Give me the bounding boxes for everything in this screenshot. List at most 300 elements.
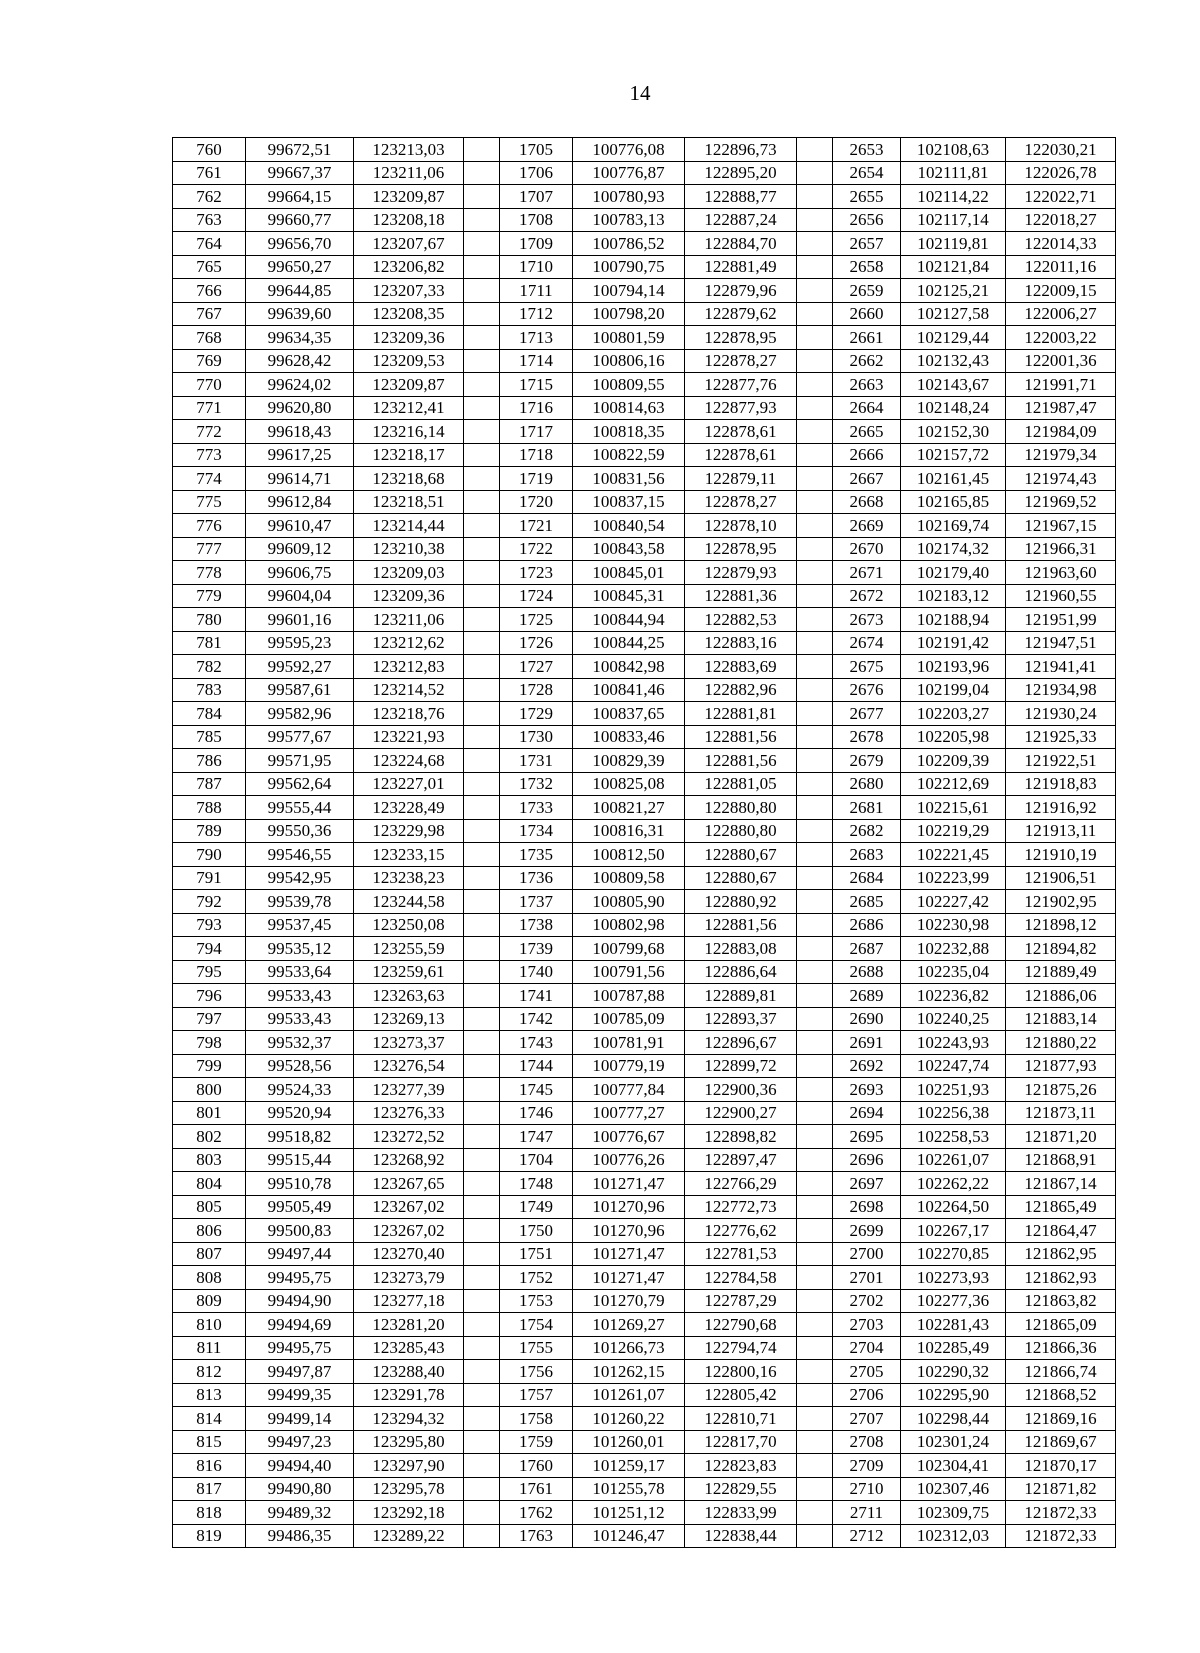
- y-coordinate-cell: 122829,55: [685, 1477, 797, 1501]
- y-coordinate-cell: 121941,41: [1006, 655, 1116, 679]
- column-spacer: [464, 960, 500, 984]
- y-coordinate-cell: 123229,98: [354, 819, 464, 843]
- point-number-cell: 815: [173, 1430, 246, 1454]
- point-number-cell: 1732: [500, 772, 573, 796]
- y-coordinate-cell: 122881,56: [685, 725, 797, 749]
- point-number-cell: 2696: [833, 1148, 901, 1172]
- column-spacer: [464, 185, 500, 209]
- coordinate-table-body: [173, 138, 1116, 1548]
- y-coordinate-cell: 121877,93: [1006, 1054, 1116, 1078]
- column-spacer: [797, 1289, 833, 1313]
- x-coordinate-cell: 99528,56: [246, 1054, 354, 1078]
- point-number-cell: 813: [173, 1383, 246, 1407]
- y-coordinate-cell: 121969,52: [1006, 490, 1116, 514]
- y-coordinate-cell: 122877,76: [685, 373, 797, 397]
- point-number-cell: 1744: [500, 1054, 573, 1078]
- x-coordinate-cell: 99494,90: [246, 1289, 354, 1313]
- table-row: [173, 1078, 1116, 1102]
- x-coordinate-cell: 102236,82: [901, 984, 1006, 1008]
- y-coordinate-cell: 123218,17: [354, 443, 464, 467]
- point-number-cell: 2679: [833, 749, 901, 773]
- point-number-cell: 2674: [833, 631, 901, 655]
- point-number-cell: 1714: [500, 349, 573, 373]
- y-coordinate-cell: 122014,33: [1006, 232, 1116, 256]
- y-coordinate-cell: 123207,33: [354, 279, 464, 303]
- table-row: [173, 467, 1116, 491]
- x-coordinate-cell: 99587,61: [246, 678, 354, 702]
- point-number-cell: 2686: [833, 913, 901, 937]
- point-number-cell: 2673: [833, 608, 901, 632]
- x-coordinate-cell: 102312,03: [901, 1524, 1006, 1548]
- table-row: [173, 1007, 1116, 1031]
- x-coordinate-cell: 100801,59: [573, 326, 685, 350]
- column-spacer: [464, 608, 500, 632]
- point-number-cell: 1754: [500, 1313, 573, 1337]
- y-coordinate-cell: 123207,67: [354, 232, 464, 256]
- x-coordinate-cell: 100777,27: [573, 1101, 685, 1125]
- column-spacer: [797, 984, 833, 1008]
- point-number-cell: 2704: [833, 1336, 901, 1360]
- point-number-cell: 762: [173, 185, 246, 209]
- point-number-cell: 804: [173, 1172, 246, 1196]
- y-coordinate-cell: 121872,33: [1006, 1501, 1116, 1525]
- point-number-cell: 778: [173, 561, 246, 585]
- point-number-cell: 1763: [500, 1524, 573, 1548]
- y-coordinate-cell: 122881,49: [685, 255, 797, 279]
- point-number-cell: 782: [173, 655, 246, 679]
- point-number-cell: 1743: [500, 1031, 573, 1055]
- y-coordinate-cell: 123292,18: [354, 1501, 464, 1525]
- column-spacer: [797, 373, 833, 397]
- y-coordinate-cell: 122895,20: [685, 161, 797, 185]
- table-row: [173, 631, 1116, 655]
- point-number-cell: 2678: [833, 725, 901, 749]
- table-row: [173, 255, 1116, 279]
- y-coordinate-cell: 123209,87: [354, 373, 464, 397]
- point-number-cell: 2710: [833, 1477, 901, 1501]
- point-number-cell: 2706: [833, 1383, 901, 1407]
- column-spacer: [797, 890, 833, 914]
- x-coordinate-cell: 102165,85: [901, 490, 1006, 514]
- y-coordinate-cell: 123277,39: [354, 1078, 464, 1102]
- x-coordinate-cell: 102262,22: [901, 1172, 1006, 1196]
- point-number-cell: 2670: [833, 537, 901, 561]
- point-number-cell: 775: [173, 490, 246, 514]
- page-number: 14: [629, 81, 651, 105]
- point-number-cell: 760: [173, 138, 246, 162]
- x-coordinate-cell: 102188,94: [901, 608, 1006, 632]
- coordinate-table: [172, 137, 1116, 1548]
- table-row: [173, 349, 1116, 373]
- point-number-cell: 2660: [833, 302, 901, 326]
- x-coordinate-cell: 102157,72: [901, 443, 1006, 467]
- column-spacer: [797, 725, 833, 749]
- point-number-cell: 1746: [500, 1101, 573, 1125]
- x-coordinate-cell: 102304,41: [901, 1454, 1006, 1478]
- point-number-cell: 798: [173, 1031, 246, 1055]
- x-coordinate-cell: 99486,35: [246, 1524, 354, 1548]
- column-spacer: [464, 396, 500, 420]
- y-coordinate-cell: 123209,36: [354, 584, 464, 608]
- y-coordinate-cell: 123294,32: [354, 1407, 464, 1431]
- x-coordinate-cell: 99520,94: [246, 1101, 354, 1125]
- y-coordinate-cell: 123214,52: [354, 678, 464, 702]
- x-coordinate-cell: 102183,12: [901, 584, 1006, 608]
- column-spacer: [797, 843, 833, 867]
- column-spacer: [464, 349, 500, 373]
- point-number-cell: 1730: [500, 725, 573, 749]
- y-coordinate-cell: 122889,81: [685, 984, 797, 1008]
- x-coordinate-cell: 99582,96: [246, 702, 354, 726]
- table-row: [173, 1336, 1116, 1360]
- x-coordinate-cell: 100845,01: [573, 561, 685, 585]
- column-spacer: [464, 490, 500, 514]
- y-coordinate-cell: 122879,62: [685, 302, 797, 326]
- x-coordinate-cell: 99595,23: [246, 631, 354, 655]
- x-coordinate-cell: 102277,36: [901, 1289, 1006, 1313]
- y-coordinate-cell: 121913,11: [1006, 819, 1116, 843]
- x-coordinate-cell: 100783,13: [573, 208, 685, 232]
- y-coordinate-cell: 122882,53: [685, 608, 797, 632]
- table-row: [173, 702, 1116, 726]
- x-coordinate-cell: 100809,55: [573, 373, 685, 397]
- column-spacer: [464, 1289, 500, 1313]
- y-coordinate-cell: 123213,03: [354, 138, 464, 162]
- x-coordinate-cell: 99497,87: [246, 1360, 354, 1384]
- column-spacer: [464, 702, 500, 726]
- point-number-cell: 1756: [500, 1360, 573, 1384]
- column-spacer: [464, 302, 500, 326]
- column-spacer: [464, 1195, 500, 1219]
- table-row: [173, 1195, 1116, 1219]
- x-coordinate-cell: 100812,50: [573, 843, 685, 867]
- column-spacer: [464, 1501, 500, 1525]
- column-spacer: [464, 1125, 500, 1149]
- y-coordinate-cell: 123209,87: [354, 185, 464, 209]
- x-coordinate-cell: 100843,58: [573, 537, 685, 561]
- point-number-cell: 776: [173, 514, 246, 538]
- table-row: [173, 561, 1116, 585]
- column-spacer: [464, 749, 500, 773]
- point-number-cell: 2655: [833, 185, 901, 209]
- y-coordinate-cell: 121906,51: [1006, 866, 1116, 890]
- y-coordinate-cell: 123273,37: [354, 1031, 464, 1055]
- x-coordinate-cell: 100777,84: [573, 1078, 685, 1102]
- point-number-cell: 2666: [833, 443, 901, 467]
- table-row: [173, 655, 1116, 679]
- y-coordinate-cell: 122879,93: [685, 561, 797, 585]
- y-coordinate-cell: 123227,01: [354, 772, 464, 796]
- column-spacer: [797, 537, 833, 561]
- point-number-cell: 2711: [833, 1501, 901, 1525]
- x-coordinate-cell: 101270,96: [573, 1195, 685, 1219]
- x-coordinate-cell: 99497,23: [246, 1430, 354, 1454]
- point-number-cell: 803: [173, 1148, 246, 1172]
- column-spacer: [464, 232, 500, 256]
- point-number-cell: 777: [173, 537, 246, 561]
- table-row: [173, 537, 1116, 561]
- y-coordinate-cell: 123212,62: [354, 631, 464, 655]
- x-coordinate-cell: 100840,54: [573, 514, 685, 538]
- x-coordinate-cell: 100786,52: [573, 232, 685, 256]
- column-spacer: [464, 725, 500, 749]
- table-row: [173, 161, 1116, 185]
- column-spacer: [797, 608, 833, 632]
- x-coordinate-cell: 99495,75: [246, 1336, 354, 1360]
- point-number-cell: 789: [173, 819, 246, 843]
- y-coordinate-cell: 122022,71: [1006, 185, 1116, 209]
- x-coordinate-cell: 102290,32: [901, 1360, 1006, 1384]
- table-row: [173, 326, 1116, 350]
- y-coordinate-cell: 122009,15: [1006, 279, 1116, 303]
- y-coordinate-cell: 121870,17: [1006, 1454, 1116, 1478]
- y-coordinate-cell: 123233,15: [354, 843, 464, 867]
- x-coordinate-cell: 100845,31: [573, 584, 685, 608]
- column-spacer: [797, 1383, 833, 1407]
- column-spacer: [464, 1078, 500, 1102]
- x-coordinate-cell: 102199,04: [901, 678, 1006, 702]
- x-coordinate-cell: 99495,75: [246, 1266, 354, 1290]
- point-number-cell: 801: [173, 1101, 246, 1125]
- column-spacer: [464, 1219, 500, 1243]
- column-spacer: [797, 819, 833, 843]
- table-row: [173, 819, 1116, 843]
- y-coordinate-cell: 121867,14: [1006, 1172, 1116, 1196]
- table-row: [173, 584, 1116, 608]
- x-coordinate-cell: 102285,49: [901, 1336, 1006, 1360]
- table-row: [173, 1054, 1116, 1078]
- point-number-cell: 1760: [500, 1454, 573, 1478]
- point-number-cell: 1762: [500, 1501, 573, 1525]
- x-coordinate-cell: 100776,08: [573, 138, 685, 162]
- x-coordinate-cell: 101246,47: [573, 1524, 685, 1548]
- column-spacer: [464, 138, 500, 162]
- y-coordinate-cell: 123212,41: [354, 396, 464, 420]
- y-coordinate-cell: 122781,53: [685, 1242, 797, 1266]
- y-coordinate-cell: 121925,33: [1006, 725, 1116, 749]
- point-number-cell: 792: [173, 890, 246, 914]
- point-number-cell: 2688: [833, 960, 901, 984]
- y-coordinate-cell: 122880,67: [685, 866, 797, 890]
- y-coordinate-cell: 123297,90: [354, 1454, 464, 1478]
- x-coordinate-cell: 99614,71: [246, 467, 354, 491]
- column-spacer: [797, 1148, 833, 1172]
- table-row: [173, 1172, 1116, 1196]
- point-number-cell: 1739: [500, 937, 573, 961]
- y-coordinate-cell: 121916,92: [1006, 796, 1116, 820]
- column-spacer: [797, 255, 833, 279]
- x-coordinate-cell: 99667,37: [246, 161, 354, 185]
- x-coordinate-cell: 99500,83: [246, 1219, 354, 1243]
- x-coordinate-cell: 102270,85: [901, 1242, 1006, 1266]
- table-row: [173, 725, 1116, 749]
- point-number-cell: 2701: [833, 1266, 901, 1290]
- column-spacer: [797, 138, 833, 162]
- point-number-cell: 2657: [833, 232, 901, 256]
- column-spacer: [464, 984, 500, 1008]
- column-spacer: [464, 866, 500, 890]
- table-row: [173, 796, 1116, 820]
- x-coordinate-cell: 99505,49: [246, 1195, 354, 1219]
- x-coordinate-cell: 102148,24: [901, 396, 1006, 420]
- y-coordinate-cell: 122006,27: [1006, 302, 1116, 326]
- point-number-cell: 2668: [833, 490, 901, 514]
- x-coordinate-cell: 101255,78: [573, 1477, 685, 1501]
- y-coordinate-cell: 123276,33: [354, 1101, 464, 1125]
- x-coordinate-cell: 100844,94: [573, 608, 685, 632]
- column-spacer: [797, 443, 833, 467]
- y-coordinate-cell: 122880,92: [685, 890, 797, 914]
- column-spacer: [797, 326, 833, 350]
- y-coordinate-cell: 121863,82: [1006, 1289, 1116, 1313]
- point-number-cell: 1741: [500, 984, 573, 1008]
- table-row: [173, 373, 1116, 397]
- point-number-cell: 2699: [833, 1219, 901, 1243]
- point-number-cell: 1707: [500, 185, 573, 209]
- y-coordinate-cell: 122003,22: [1006, 326, 1116, 350]
- x-coordinate-cell: 99515,44: [246, 1148, 354, 1172]
- point-number-cell: 2698: [833, 1195, 901, 1219]
- point-number-cell: 1731: [500, 749, 573, 773]
- point-number-cell: 797: [173, 1007, 246, 1031]
- point-number-cell: 1728: [500, 678, 573, 702]
- table-row: [173, 960, 1116, 984]
- y-coordinate-cell: 122896,67: [685, 1031, 797, 1055]
- x-coordinate-cell: 100837,15: [573, 490, 685, 514]
- point-number-cell: 2653: [833, 138, 901, 162]
- y-coordinate-cell: 122877,93: [685, 396, 797, 420]
- x-coordinate-cell: 102223,99: [901, 866, 1006, 890]
- x-coordinate-cell: 100829,39: [573, 749, 685, 773]
- x-coordinate-cell: 100831,56: [573, 467, 685, 491]
- y-coordinate-cell: 122886,64: [685, 960, 797, 984]
- y-coordinate-cell: 121987,47: [1006, 396, 1116, 420]
- x-coordinate-cell: 102129,44: [901, 326, 1006, 350]
- column-spacer: [797, 349, 833, 373]
- y-coordinate-cell: 123214,44: [354, 514, 464, 538]
- table-row: [173, 279, 1116, 303]
- point-number-cell: 2690: [833, 1007, 901, 1031]
- x-coordinate-cell: 102295,90: [901, 1383, 1006, 1407]
- y-coordinate-cell: 122881,56: [685, 913, 797, 937]
- y-coordinate-cell: 122884,70: [685, 232, 797, 256]
- x-coordinate-cell: 102179,40: [901, 561, 1006, 585]
- x-coordinate-cell: 100814,63: [573, 396, 685, 420]
- x-coordinate-cell: 99592,27: [246, 655, 354, 679]
- point-number-cell: 2691: [833, 1031, 901, 1055]
- point-number-cell: 805: [173, 1195, 246, 1219]
- point-number-cell: 788: [173, 796, 246, 820]
- point-number-cell: 1736: [500, 866, 573, 890]
- column-spacer: [464, 1148, 500, 1172]
- y-coordinate-cell: 123221,93: [354, 725, 464, 749]
- x-coordinate-cell: 99624,02: [246, 373, 354, 397]
- column-spacer: [797, 1101, 833, 1125]
- y-coordinate-cell: 122878,27: [685, 349, 797, 373]
- column-spacer: [464, 1172, 500, 1196]
- point-number-cell: 2683: [833, 843, 901, 867]
- y-coordinate-cell: 121963,60: [1006, 561, 1116, 585]
- x-coordinate-cell: 100841,46: [573, 678, 685, 702]
- y-coordinate-cell: 121934,98: [1006, 678, 1116, 702]
- y-coordinate-cell: 122883,08: [685, 937, 797, 961]
- column-spacer: [464, 208, 500, 232]
- table-row: [173, 185, 1116, 209]
- point-number-cell: 1704: [500, 1148, 573, 1172]
- y-coordinate-cell: 122766,29: [685, 1172, 797, 1196]
- table-row: [173, 208, 1116, 232]
- column-spacer: [464, 584, 500, 608]
- point-number-cell: 1748: [500, 1172, 573, 1196]
- point-number-cell: 1759: [500, 1430, 573, 1454]
- y-coordinate-cell: 123267,02: [354, 1195, 464, 1219]
- x-coordinate-cell: 100776,67: [573, 1125, 685, 1149]
- y-coordinate-cell: 122810,71: [685, 1407, 797, 1431]
- y-coordinate-cell: 122026,78: [1006, 161, 1116, 185]
- y-coordinate-cell: 121991,71: [1006, 373, 1116, 397]
- point-number-cell: 2671: [833, 561, 901, 585]
- y-coordinate-cell: 123267,02: [354, 1219, 464, 1243]
- y-coordinate-cell: 123216,14: [354, 420, 464, 444]
- x-coordinate-cell: 99604,04: [246, 584, 354, 608]
- column-spacer: [797, 1007, 833, 1031]
- point-number-cell: 769: [173, 349, 246, 373]
- point-number-cell: 817: [173, 1477, 246, 1501]
- x-coordinate-cell: 99510,78: [246, 1172, 354, 1196]
- x-coordinate-cell: 101261,07: [573, 1383, 685, 1407]
- x-coordinate-cell: 100806,16: [573, 349, 685, 373]
- x-coordinate-cell: 99628,42: [246, 349, 354, 373]
- y-coordinate-cell: 121872,33: [1006, 1524, 1116, 1548]
- y-coordinate-cell: 121865,49: [1006, 1195, 1116, 1219]
- y-coordinate-cell: 121862,93: [1006, 1266, 1116, 1290]
- point-number-cell: 812: [173, 1360, 246, 1384]
- x-coordinate-cell: 102161,45: [901, 467, 1006, 491]
- column-spacer: [464, 631, 500, 655]
- y-coordinate-cell: 122776,62: [685, 1219, 797, 1243]
- column-spacer: [797, 561, 833, 585]
- point-number-cell: 1726: [500, 631, 573, 655]
- point-number-cell: 1753: [500, 1289, 573, 1313]
- column-spacer: [797, 396, 833, 420]
- y-coordinate-cell: 122900,36: [685, 1078, 797, 1102]
- column-spacer: [464, 161, 500, 185]
- x-coordinate-cell: 101260,22: [573, 1407, 685, 1431]
- point-number-cell: 799: [173, 1054, 246, 1078]
- point-number-cell: 1757: [500, 1383, 573, 1407]
- x-coordinate-cell: 99555,44: [246, 796, 354, 820]
- column-spacer: [797, 678, 833, 702]
- x-coordinate-cell: 99639,60: [246, 302, 354, 326]
- table-row: [173, 1383, 1116, 1407]
- x-coordinate-cell: 102125,21: [901, 279, 1006, 303]
- x-coordinate-cell: 101271,47: [573, 1242, 685, 1266]
- x-coordinate-cell: 100794,14: [573, 279, 685, 303]
- point-number-cell: 1723: [500, 561, 573, 585]
- point-number-cell: 1715: [500, 373, 573, 397]
- y-coordinate-cell: 123259,61: [354, 960, 464, 984]
- y-coordinate-cell: 123277,18: [354, 1289, 464, 1313]
- x-coordinate-cell: 100791,56: [573, 960, 685, 984]
- x-coordinate-cell: 102203,27: [901, 702, 1006, 726]
- x-coordinate-cell: 99609,12: [246, 537, 354, 561]
- x-coordinate-cell: 100805,90: [573, 890, 685, 914]
- x-coordinate-cell: 99489,32: [246, 1501, 354, 1525]
- x-coordinate-cell: 99494,69: [246, 1313, 354, 1337]
- column-spacer: [797, 279, 833, 303]
- x-coordinate-cell: 100780,93: [573, 185, 685, 209]
- x-coordinate-cell: 100822,59: [573, 443, 685, 467]
